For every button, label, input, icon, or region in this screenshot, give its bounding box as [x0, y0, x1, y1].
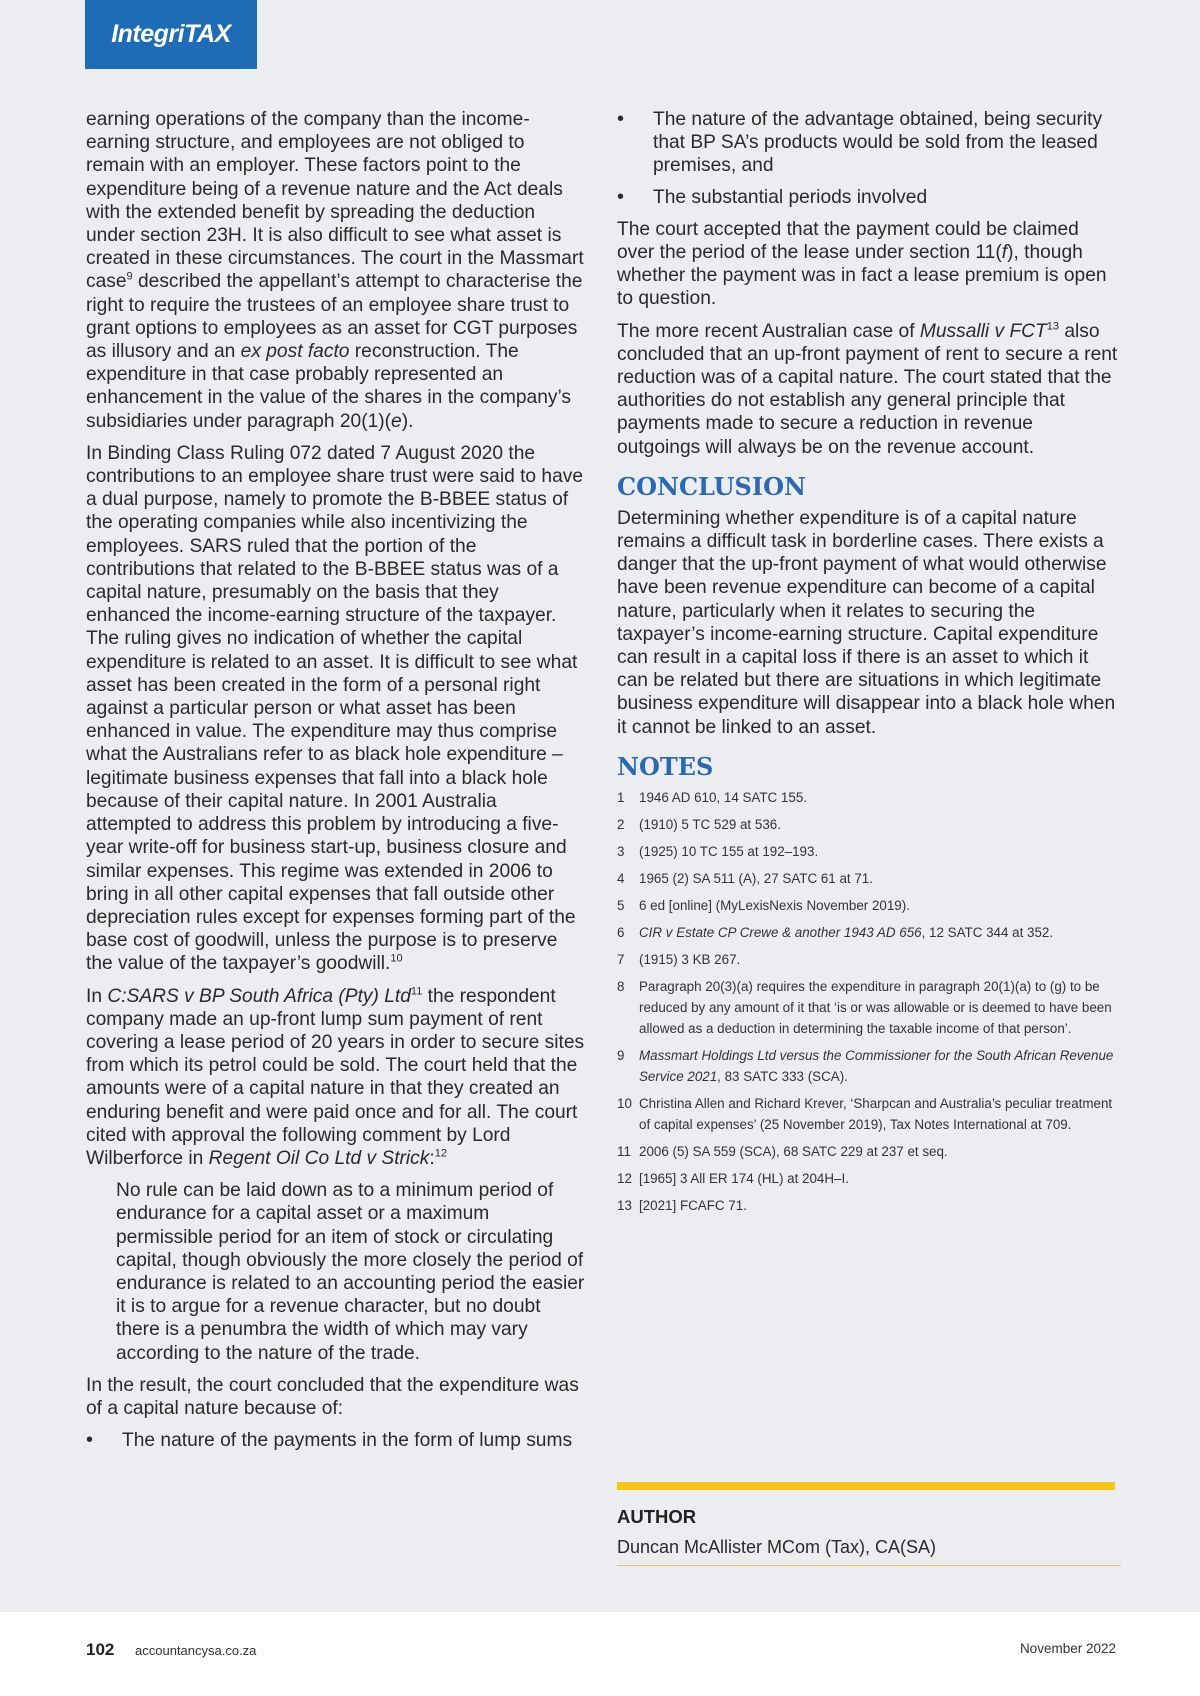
author-heading: AUTHOR: [617, 1506, 697, 1527]
note-item: 3 (1925) 10 TC 155 at 192–193.: [617, 843, 819, 859]
conclusion-heading: CONCLUSION: [617, 471, 806, 501]
right-column: [617, 108, 1119, 1222]
integritax-logo: [85, 0, 257, 69]
note-item: 7 (1915) 3 KB 267.: [617, 951, 741, 967]
notes-heading: NOTES: [617, 751, 714, 781]
note-item: 8 Paragraph 20(3)(a) requires the expenditure in paragraph 20(1)(a) to (g) to be reduced by any amount of it that ‘is or was allowable or is deemed to have been allowed as a deduction in determining the taxable income of that person’.: [617, 978, 1112, 1036]
note-item: 9 Massmart Holdings Ltd versus the Commissioner for the South African Revenue Service 2021, 83 SATC 333 (SCA).: [617, 1047, 1114, 1084]
paragraph: earning operations of the company than the income-earning structure, and employees are not obliged to remain with an employer. These factors point to the expenditure being of a revenue nature and the Act deals with the extended benefit by spreading the deduction under section 23H. It is also difficult to see what asset is created in these circumstances. The court in the Massmart case$^9$ described the appellant’s attempt to characterise the right to require the trustees of an employee share trust to grant options to employees as an asset for CGT purposes as illusory and an ex post facto reconstruction. The expenditure in that case probably represented an enhancement in the value of the shares in the company’s subsidiaries under paragraph 20(1)(e).: [86, 109, 584, 432]
note-item: 12 [1965] 3 All ER 174 (HL) at 204H–I.: [617, 1170, 849, 1186]
note-item: 5 6 ed [online] (MyLexisNexis November 2019).: [617, 897, 910, 913]
note-item: 6 CIR v Estate CP Crewe & another 1943 AD 656, 12 SATC 344 at 352.: [617, 924, 1054, 940]
author-accent-bar: [617, 1482, 1115, 1490]
paragraph: In Binding Class Ruling 072 dated 7 August 2020 the contributions to an employee share trust were said to have a dual purpose, namely to promote the B-BBEE status of the operating companies while also incentivizing the employees. SARS ruled that the portion of the contributions that related to the B-BBEE status was of a capital nature, presumably on the basis that they enhanced the income-earning structure of the taxpayer. The ruling gives no indication of whether the capital expenditure is related to an asset. It is difficult to see what asset has been created in the form of a personal right against a particular person or what asset has been enhanced in value. The expenditure may thus comprise what the Australians refer to as black hole expenditure – legitimate business expenses that fall into a black hole because of their capital nature. In 2001 Australia attempted to address this problem by introducing a five-year write-off for business start-up, business closure and similar expenses. This regime was extended in 2006 to bring in all other capital expenses that fall outside other depreciation rules except for expenses forming part of the base cost of goodwill, unless the purpose is to preserve the value of the taxpayer’s goodwill.$^{10}$: [86, 442, 584, 975]
list-item: • The nature of the payments in the form of lump sums: [86, 1429, 586, 1452]
issue-date: November 2022: [1019, 1641, 1116, 1656]
author-name: Duncan McAllister MCom (Tax), CA(SA): [617, 1537, 937, 1557]
block-quote: No rule can be laid down as to a minimum period of endurance for a capital asset or a maximum permissible period for an item of stock or circulating capital, though obviously the more closely the period of endurance is related to an accounting period the easier it is to argue for a revenue character, but no doubt there is a penumbra the width of which may vary according to the nature of the trade.: [116, 1180, 585, 1364]
conclusion-paragraph: Determining whether expenditure is of a capital nature remains a difficult task in borderline cases. There exists a danger that the up-front payment of what would otherwise have been revenue expenditure can become of a capital nature, particularly when it relates to securing the taxpayer’s income-earning structure. Capital expenditure can result in a capital loss if there is an asset to which it can be related but there are situations in which legitimate business expenditure will disappear into a black hole when it cannot be linked to an asset.: [617, 507, 1116, 738]
paragraph: The court accepted that the payment could be claimed over the period of the lease under section 11(f), though whether the payment was in fact a lease premium is open to question.: [617, 218, 1107, 310]
logo-text: IntegriTAX: [111, 20, 231, 48]
bullet-list: [86, 1429, 586, 1452]
page-number: 102: [86, 1640, 115, 1659]
bullet-list: [617, 108, 1119, 209]
note-item: 4 1965 (2) SA 511 (A), 27 SATC 61 at 71.: [617, 870, 873, 886]
notes-list: [617, 787, 1119, 1216]
note-item: 1 1946 AD 610, 14 SATC 155.: [617, 789, 807, 805]
list-item: • The nature of the advantage obtained, being security that BP SA’s products would be sold from the leased premises, and: [617, 108, 1119, 178]
list-item: • The substantial periods involved: [617, 186, 1119, 209]
divider: [617, 1565, 1121, 1566]
note-item: 10 Christina Allen and Richard Krever, ‘Sharpcan and Australia’s peculiar treatment of capital expenses’ (25 November 2019), Tax Notes International at 709.: [617, 1095, 1113, 1132]
note-item: 2 (1910) 5 TC 529 at 536.: [617, 816, 781, 832]
note-item: 11 2006 (5) SA 559 (SCA), 68 SATC 229 at 237 et seq.: [617, 1143, 948, 1159]
left-column: [86, 108, 586, 1461]
paragraph: The more recent Australian case of Mussalli v FCT$^{13}$ also concluded that an up-front payment of rent to secure a rent reduction was of a capital nature. The court stated that the authorities do not establish any general principle that payments made to secure a reduction in revenue outgoings will always be on the revenue account.: [617, 320, 1118, 458]
author-block: [617, 1482, 1115, 1566]
note-item: 13 [2021] FCAFC 71.: [617, 1197, 747, 1213]
paragraph: In the result, the court concluded that the expenditure was of a capital nature because of:: [86, 1374, 579, 1419]
page-footer: [0, 1612, 1200, 1696]
site-url: accountancysa.co.za: [135, 1643, 257, 1658]
paragraph: In C:SARS v BP South Africa (Pty) Ltd$^{11}$ the respondent company made an up-front lump sum payment of rent covering a lease period of 20 years in order to secure sites from which its petrol could be sold. The court held that the amounts were of a capital nature in that they created an enduring benefit and were paid once and for all. The court cited with approval the following comment by Lord Wilberforce in Regent Oil Co Ltd v Strick:$^{12}$: [86, 985, 585, 1169]
